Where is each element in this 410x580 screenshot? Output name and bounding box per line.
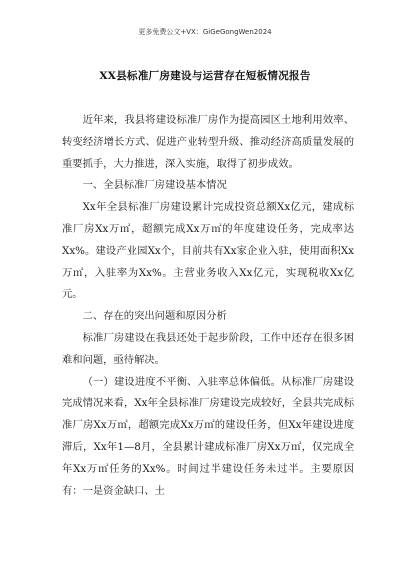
document-title: XX县标准厂房建设与运营存在短板情况报告 (99, 70, 311, 82)
paragraph-basic-situation: Xx年全县标准厂房建设累计完成投资总额Xx亿元，建成标准厂房Xx万㎡，超额完成Xx万㎡的年度建设任务，完成率达Xx%。建设产业园Xx个，目前共有Xx家企业入驻，使用面积Xx万㎡，入驻率为Xx%。主营业务收入Xx亿元，实现税收Xx亿元。 (62, 201, 354, 301)
paragraph-problems-intro: 标准厂房建设在我县还处于起步阶段，工作中还存在很多困难和问题，亟待解决。 (62, 331, 354, 366)
paragraph-problem-1: （一）建设进度不平衡、入驻率总体偏低。从标准厂房建设完成情况来看，Xx年全县标准厂房建设完成较好，全县共完成标准厂房Xx万㎡，超额完成Xx万㎡的建设任务，但Xx年建设进度滞后，Xx年1—8月，全县累计建成标准厂房Xx万㎡，仅完成全年Xx万㎡任务的Xx%。时间过半建设任务未过半。主要原因有：一是资金缺口、土 (62, 375, 354, 497)
document-body (62, 110, 354, 502)
section-heading-2: 二、存在的突出问题和原因分析 (82, 310, 227, 323)
section-heading-1: 一、全县标准厂房建设基本情况 (82, 179, 227, 192)
paragraph-intro: 近年来，我县将建设标准厂房作为提高园区土地利用效率、转变经济增长方式、促进产业转型升级、推动经济高质量发展的重要抓手，大力推进，深入实施，取得了初步成效。 (62, 114, 354, 170)
header-note: 更多免费公文+VX：GiGeGongWen2024 (138, 28, 272, 36)
